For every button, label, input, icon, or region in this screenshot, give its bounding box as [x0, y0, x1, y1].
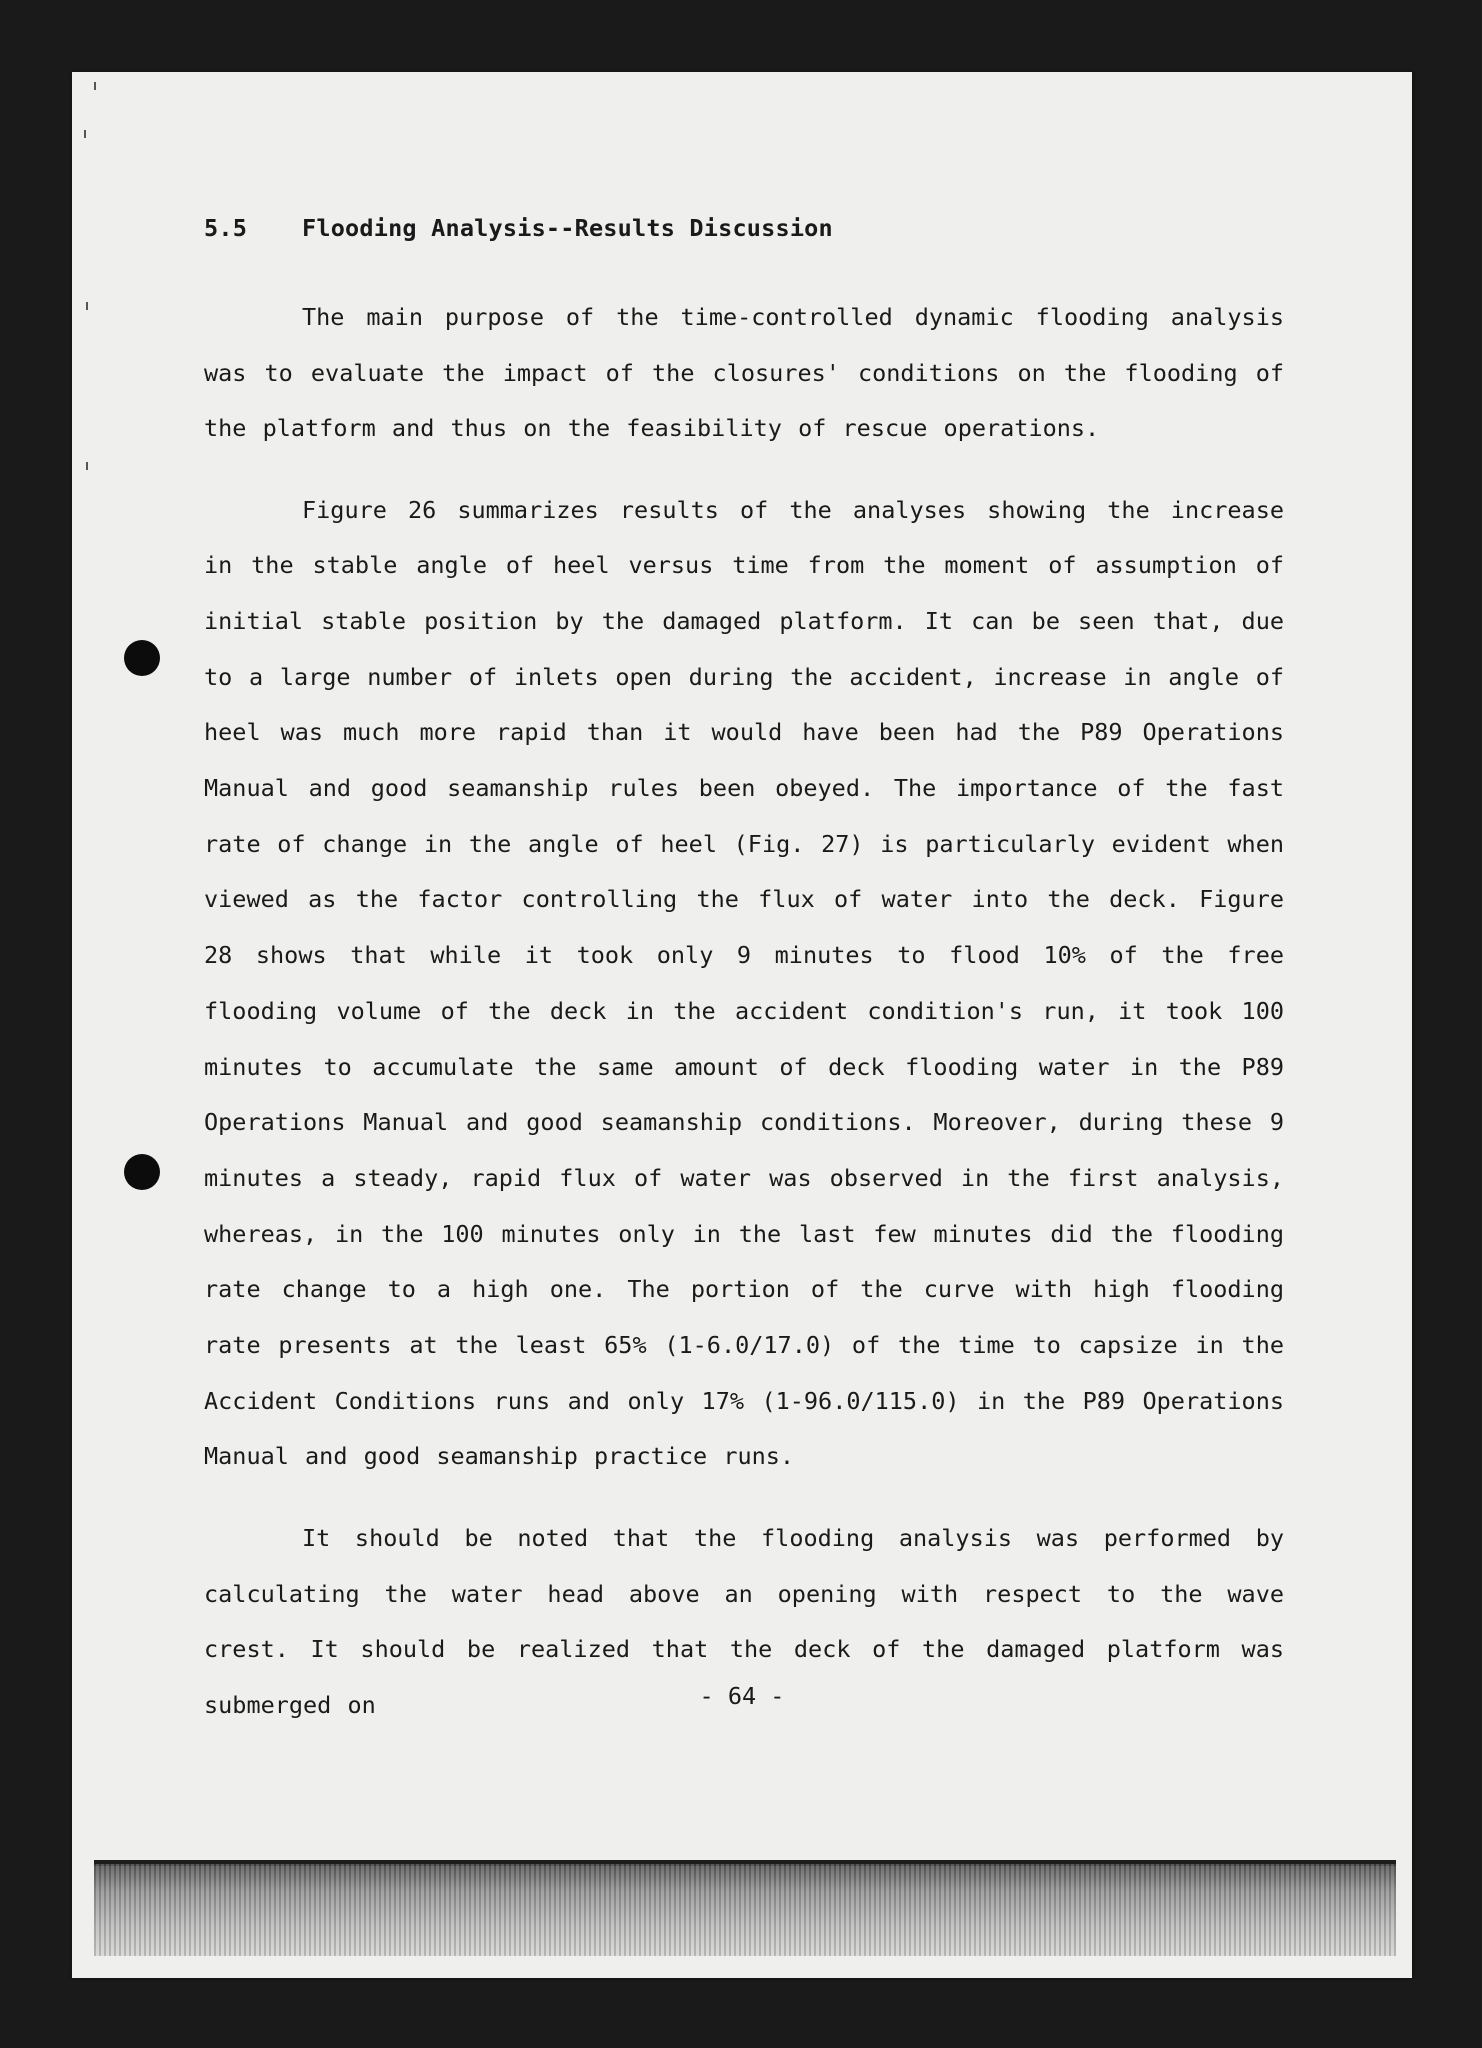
paragraph: It should be noted that the flooding analysis was performed by calculating the water head above an opening with respect to the wave crest. It should be realized that the deck of the damaged platform was submerged on — [204, 1524, 1284, 1719]
body-text — [204, 208, 1284, 1759]
paragraph: The main purpose of the time-controlled dynamic flooding analysis was to evaluate the impact of the closures' conditions on the flooding of the platform and thus on the feasibility of rescue operations. — [204, 303, 1284, 442]
margin-speck — [84, 130, 86, 138]
punch-hole — [124, 1154, 160, 1190]
margin-speck — [86, 302, 88, 310]
section-heading — [204, 208, 1284, 248]
margin-speck — [94, 82, 96, 90]
document-page — [72, 72, 1412, 1978]
paragraph: Figure 26 summarizes results of the analyses showing the increase in the stable angle of heel versus time from the moment of assumption of initial stable position by the damaged platform. It can be seen that, due to a large number of inlets open during the accident, increase in angle of heel was much more rapid than it would have been had the P89 Operations Manual and good seamanship rules been obeyed. The importance of the fast rate of change in the angle of heel (Fig. 27) is particularly evident when viewed as the factor controlling the flux of water into the deck. Figure 28 shows that while it took only 9 minutes to flood 10% of the free flooding volume of the deck in the accident condition's run, it took 100 minutes to accumulate the same amount of deck flooding water in the P89 Operations Manual and good seamanship conditions. Moreover, during these 9 minutes a steady, rapid flux of water was observed in the first analysis, whereas, in the 100 minutes only in the last few minutes did the flooding rate change to a high one. The portion of the curve with high flooding rate presents at the least 65% (1-6.0/17.0) of the time to capsize in the Accident Conditions runs and only 17% (1-96.0/115.0) in the P89 Operations Manual and good seamanship practice runs. — [204, 495, 1284, 1471]
section-title: Flooding Analysis--Results Discussion — [302, 214, 833, 242]
page-number: - 64 - — [699, 1682, 785, 1710]
punch-hole — [124, 640, 160, 676]
scan-artifact-band — [94, 1864, 1396, 1956]
margin-speck — [86, 462, 88, 470]
section-number: 5.5 — [204, 214, 248, 242]
